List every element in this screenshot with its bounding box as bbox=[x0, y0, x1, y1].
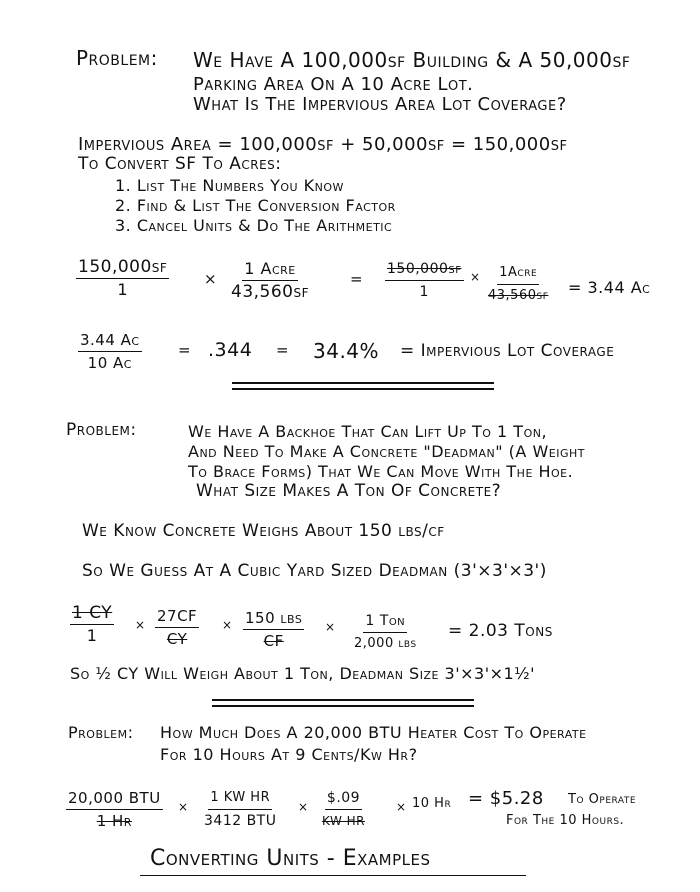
calc1-times-1: × bbox=[204, 270, 218, 288]
calc2-num: 3.44 Ac bbox=[78, 330, 142, 352]
calc2-percent: 34.4% bbox=[313, 339, 380, 363]
calc3-f3-num: 150 lbs bbox=[243, 608, 304, 630]
calc3-f2-den: CY bbox=[166, 630, 188, 648]
calc4-fraction-1 bbox=[66, 788, 163, 831]
calc4-times-2: × bbox=[298, 800, 309, 814]
calc4-fraction-3 bbox=[320, 788, 367, 831]
calc4-f3-num: $.09 bbox=[325, 788, 362, 810]
calc4-times-1: × bbox=[178, 800, 189, 814]
problem2-line4: What Size Makes A Ton Of Concrete? bbox=[196, 481, 502, 501]
calc3-f1-num: 1 CY bbox=[72, 603, 113, 623]
known-weight: We Know Concrete Weighs About 150 lbs/cf bbox=[82, 521, 445, 541]
calc3-f4-den: 2,000 lbs bbox=[354, 636, 417, 651]
separator-rule bbox=[232, 388, 494, 390]
calc3-fraction-1 bbox=[70, 603, 114, 646]
problem2-label: Problem: bbox=[66, 420, 137, 440]
calc4-f1-den: 1 Hr bbox=[96, 812, 132, 830]
separator-rule bbox=[212, 705, 474, 707]
problem3-line1: How Much Does A 20,000 BTU Heater Cost To Operate bbox=[160, 723, 587, 742]
calc4-f2-num: 1 KW HR bbox=[208, 788, 272, 810]
deadman-conclusion: So ½ CY Will Weigh About 1 Ton, Deadman Size 3'×3'×1½' bbox=[70, 664, 536, 683]
problem2-line1: We Have A Backhoe That Can Lift Up To 1 Ton, bbox=[188, 422, 548, 441]
problem2-line2: And Need To Make A Concrete "Deadman" (A Weight bbox=[188, 442, 585, 461]
calc2-decimal: .344 bbox=[208, 339, 253, 361]
calc3-f4-num: 1 Ton bbox=[363, 611, 407, 633]
calc3-fraction-2 bbox=[155, 606, 199, 649]
step-1: 1. List The Numbers You Know bbox=[115, 176, 344, 195]
calc2-den: 10 Ac bbox=[87, 354, 132, 372]
calc2-result: = Impervious Lot Coverage bbox=[400, 341, 615, 361]
step-3: 3. Cancel Units & Do The Arithmetic bbox=[115, 216, 393, 235]
calc4-result-note-1: To Operate bbox=[568, 792, 637, 807]
footer-title: Converting Units - Examples bbox=[150, 846, 431, 871]
footer-title-underline bbox=[140, 875, 526, 876]
calc1-times-2: × bbox=[470, 270, 481, 284]
calc1-f4-den: 43,560sf bbox=[488, 288, 549, 303]
calc1-equals: = bbox=[350, 270, 364, 288]
calc1-f1-den: 1 bbox=[117, 280, 128, 299]
calc1-f1-num: 150,000sf bbox=[78, 257, 168, 277]
problem3-label: Problem: bbox=[68, 723, 134, 742]
convert-intro: To Convert SF To Acres: bbox=[78, 154, 282, 174]
calc3-f1-den: 1 bbox=[86, 626, 98, 645]
separator-rule bbox=[212, 699, 474, 701]
problem2-line3: To Brace Forms) That We Can Move With The Hoe. bbox=[188, 462, 574, 481]
calc4-f2-den: 3412 BTU bbox=[204, 813, 277, 829]
calc1-fraction-3 bbox=[385, 259, 464, 302]
separator-rule bbox=[232, 382, 494, 384]
problem1-label: Problem: bbox=[76, 46, 158, 70]
calc2-equals-1: = bbox=[178, 341, 192, 359]
calc4-f3-den: KW HR bbox=[322, 814, 365, 828]
problem3-line2: For 10 Hours At 9 Cents/Kw Hr? bbox=[160, 745, 418, 764]
calc4-result-note-2: For The 10 Hours. bbox=[506, 813, 625, 828]
calc3-f2-num: 27CF bbox=[155, 606, 199, 628]
deadman-guess: So We Guess At A Cubic Yard Sized Deadman (3'×3'×3') bbox=[82, 561, 547, 581]
calc3-times-1: × bbox=[135, 618, 146, 632]
calc1-fraction-1 bbox=[76, 257, 169, 300]
calc4-result: = $5.28 bbox=[468, 788, 544, 809]
calc1-f3-den: 1 bbox=[419, 284, 429, 300]
problem1-line2: Parking Area On A 10 Acre Lot. bbox=[193, 74, 474, 95]
calc1-f2-num: 1 Acre bbox=[242, 259, 298, 281]
calc1-f2-den: 43,560sf bbox=[231, 282, 310, 302]
impervious-equation: Impervious Area = 100,000sf + 50,000sf = 150,000sf bbox=[78, 134, 568, 155]
calc4-f1-num: 20,000 BTU bbox=[66, 788, 163, 810]
calc3-times-2: × bbox=[222, 618, 233, 632]
calc1-f3-num: 150,000sf bbox=[385, 259, 464, 281]
problem1-line3: What Is The Impervious Area Lot Coverage? bbox=[193, 94, 567, 115]
calc3-result: = 2.03 Tons bbox=[448, 621, 553, 641]
calc4-times-3: × bbox=[396, 800, 407, 814]
calc3-fraction-3 bbox=[243, 608, 304, 651]
calc3-times-3: × bbox=[325, 620, 336, 634]
calc4-hours: 10 Hr bbox=[412, 796, 452, 811]
calc2-fraction bbox=[78, 330, 142, 373]
calc1-f4-num: 1Acre bbox=[497, 263, 539, 285]
calc3-f3-den: CF bbox=[263, 632, 284, 650]
problem1-line1: We Have A 100,000sf Building & A 50,000sf bbox=[193, 48, 631, 72]
calc1-fraction-4 bbox=[486, 263, 550, 306]
step-2: 2. Find & List The Conversion Factor bbox=[115, 196, 396, 215]
calc4-fraction-2 bbox=[202, 788, 278, 831]
calc1-fraction-2 bbox=[229, 259, 311, 302]
calc1-result: = 3.44 Ac bbox=[568, 278, 651, 297]
calc2-equals-2: = bbox=[276, 341, 290, 359]
calc3-fraction-4 bbox=[352, 611, 419, 654]
